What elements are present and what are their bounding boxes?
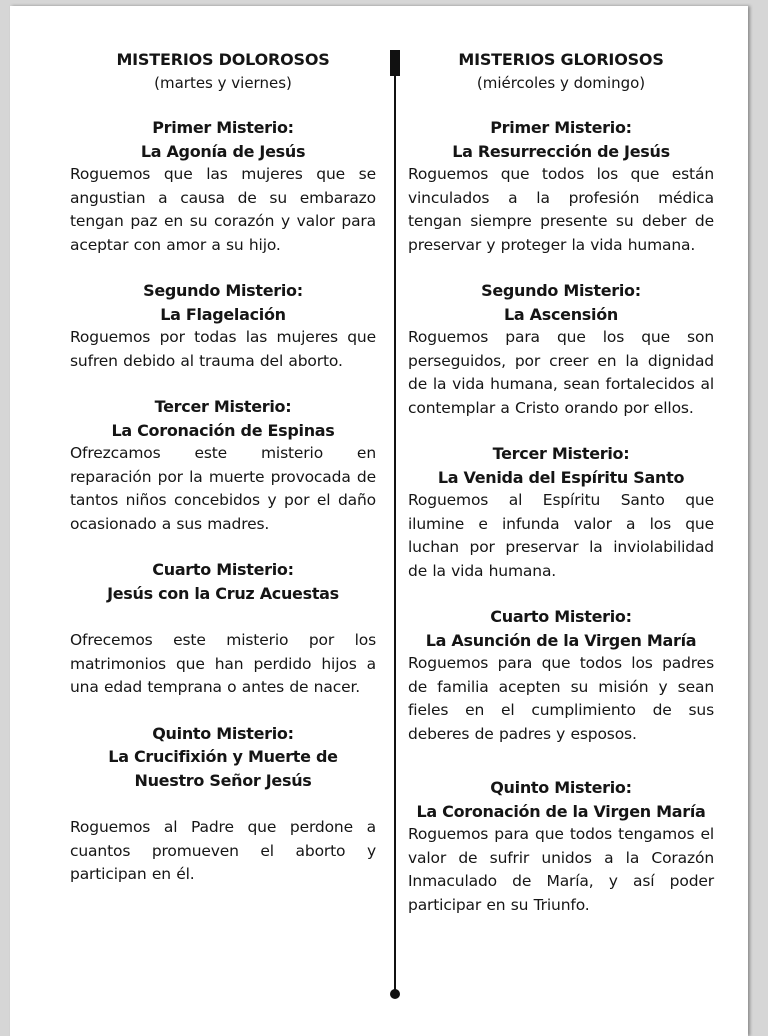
mystery-label: Tercer Misterio: <box>154 397 292 416</box>
column-heading: MISTERIOS DOLOROSOS <box>116 50 330 69</box>
mystery-prayer: Roguemos para que todos los padres de familia acepten su misión y sean fieles en el cumplimiento de sus deberes de padres y esposos. <box>408 654 714 743</box>
mystery-block <box>408 442 714 583</box>
mystery-title: Jesús con la Cruz Acuestas <box>107 583 339 603</box>
mystery-block <box>408 116 714 257</box>
mystery-label: Primer Misterio: <box>152 118 294 137</box>
mystery-prayer: Roguemos para que los que son perseguidos, por creer en la dignidad de la vida humana, sean fortalecidos al contemplar a Cristo orando por ellos. <box>408 328 714 417</box>
mystery-prayer: Roguemos al Espíritu Santo que ilumine e infunda valor a los que luchan por preservar la inviolabilidad de la vida humana. <box>408 491 714 580</box>
mystery-prayer: Roguemos por todas las mujeres que sufren debido al trauma del aborto. <box>70 328 376 370</box>
column-days: (miércoles y domingo) <box>476 74 646 92</box>
mystery-block <box>70 279 376 373</box>
mystery-block <box>70 722 376 887</box>
mystery-title: La Coronación de la Virgen María <box>416 801 706 821</box>
glorious-mysteries-column <box>408 48 714 917</box>
column-days: (martes y viernes) <box>154 74 292 92</box>
mystery-title: La Asunción de la Virgen María <box>425 630 697 650</box>
mystery-prayer: Roguemos que todos los que están vinculados a la profesión médica tengan siempre presente su deber de preservar y proteger la vida humana. <box>408 165 714 254</box>
mystery-prayer: Ofrecemos este misterio por los matrimonios que han perdido hijos a una edad temprana o antes de nacer. <box>70 631 376 696</box>
column-heading: MISTERIOS GLORIOSOS <box>458 50 664 69</box>
mystery-title-line-2: Nuestro Señor Jesús <box>134 770 312 790</box>
mystery-title: La Venida del Espíritu Santo <box>437 467 685 487</box>
column-divider <box>394 50 396 996</box>
mystery-title: La Resurrección de Jesús <box>452 141 670 161</box>
mystery-title: La Ascensión <box>504 304 618 324</box>
mystery-block <box>408 776 714 917</box>
mystery-label: Tercer Misterio: <box>492 444 630 463</box>
sorrowful-mysteries-column <box>70 48 376 887</box>
mystery-label: Quinto Misterio: <box>152 723 294 743</box>
mystery-label: Cuarto Misterio: <box>152 560 294 579</box>
mystery-label: Cuarto Misterio: <box>490 607 632 626</box>
mystery-prayer: Roguemos al Padre que perdone a cuantos promueven el aborto y participan en él. <box>70 818 376 883</box>
mystery-prayer: Ofrezcamos este misterio en reparación por la muerte provocada de tantos niños concebidos y por el daño ocasionado a sus madres. <box>70 444 376 533</box>
mystery-block <box>70 558 376 700</box>
mystery-label: Quinto Misterio: <box>490 778 632 797</box>
mystery-block <box>408 605 714 746</box>
mystery-label: Segundo Misterio: <box>481 281 641 300</box>
mystery-title: La Coronación de Espinas <box>111 420 335 440</box>
mystery-label: Primer Misterio: <box>490 118 632 137</box>
mystery-block <box>70 116 376 257</box>
mystery-block <box>70 395 376 536</box>
divider-end-dot <box>390 989 400 999</box>
mystery-title: La Agonía de Jesús <box>140 141 306 161</box>
divider-top-cap <box>390 50 400 76</box>
mystery-title: La Crucifixión y Muerte de <box>108 747 338 766</box>
mystery-block <box>408 279 714 420</box>
mystery-title: La Flagelación <box>160 304 286 324</box>
mystery-label: Segundo Misterio: <box>143 281 303 300</box>
document-page <box>10 6 748 1036</box>
mystery-prayer: Roguemos que las mujeres que se angustian a causa de su embarazo tengan paz en su corazón y valor para aceptar con amor a su hijo. <box>70 165 376 254</box>
mystery-prayer: Roguemos para que todos tengamos el valor de sufrir unidos a la Corazón Inmaculado de María, y así poder participar en su Triunfo. <box>408 825 714 914</box>
